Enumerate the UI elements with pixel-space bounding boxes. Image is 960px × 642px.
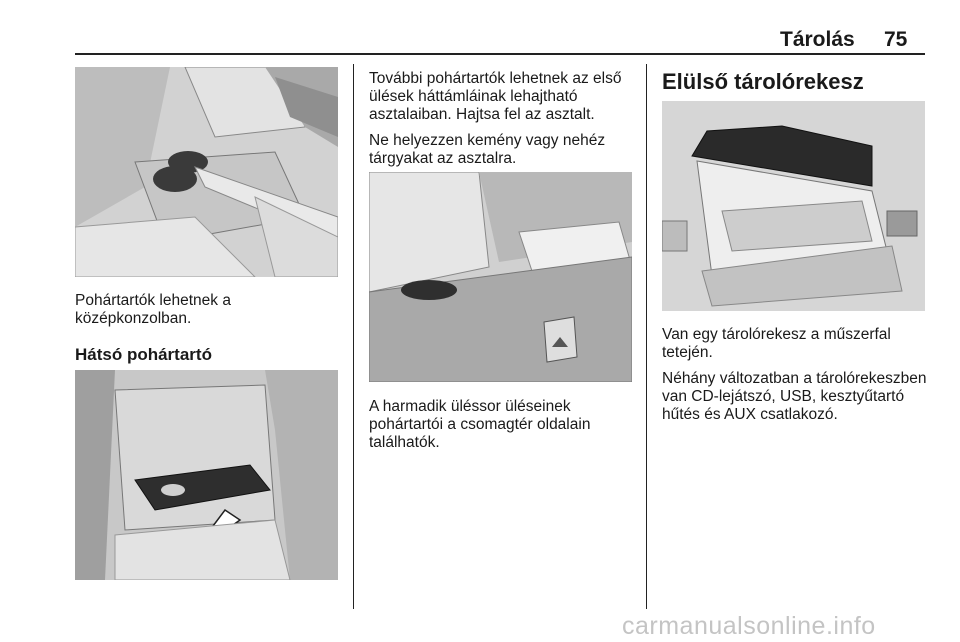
rear-cupholder-heading: Hátsó pohártartó — [75, 345, 212, 364]
col2-text-top — [369, 70, 637, 176]
front-storage-features-paragraph: Néhány változatban a tárolórekeszben van CD-lejátszó, USB, kesztyűtartó hűtés és AUX csatlakozó. — [662, 370, 927, 423]
header-rule — [75, 53, 925, 55]
col3-text — [662, 326, 932, 432]
center-console-cupholder-figure — [75, 67, 338, 277]
column-divider-right — [646, 64, 647, 609]
tray-warning-paragraph: Ne helyezzen kemény vagy nehéz tárgyakat az asztalra. — [369, 132, 606, 167]
front-storage-heading: Elülső tárolórekesz — [662, 69, 864, 94]
page-number: 75 — [884, 28, 908, 51]
center-console-caption: Pohártartók lehetnek a középkonzolban. — [75, 292, 231, 327]
watermark: carmanualsonline.info — [622, 612, 876, 640]
seatback-tray-paragraph: További pohártartók lehetnek az első ülések háttámláinak lehajtható asztalaiban. Hajtsa fel az asztalt. — [369, 70, 622, 123]
seatback-tray-figure — [75, 370, 338, 580]
section-title: Tárolás — [780, 28, 855, 51]
front-storage-paragraph: Van egy tárolórekesz a műszerfal tetején. — [662, 326, 891, 361]
column-divider-left — [353, 64, 354, 609]
front-storage-figure — [662, 101, 925, 311]
cargo-area-cupholder-figure — [369, 172, 632, 382]
cargo-cupholder-caption: A harmadik üléssor üléseinek pohártartói a csomagtér oldalain találhatók. — [369, 398, 591, 451]
